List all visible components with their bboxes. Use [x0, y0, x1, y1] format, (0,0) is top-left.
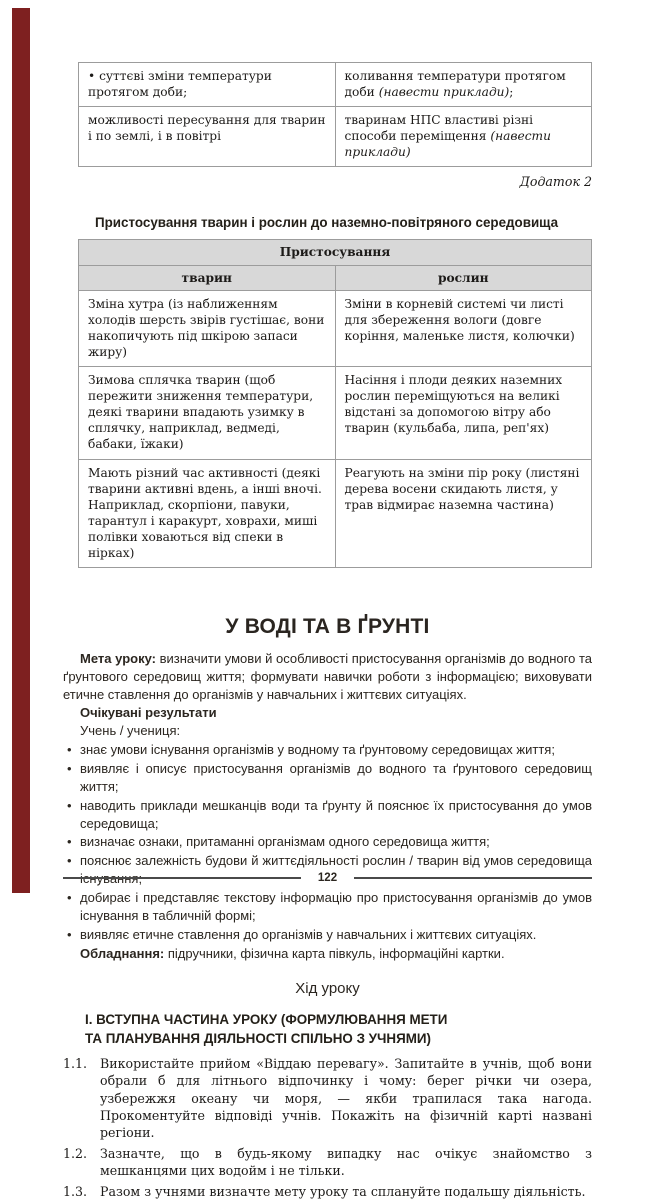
table-row: [79, 107, 592, 167]
bullet-icon: •: [67, 741, 72, 757]
column-header-animals: тварин: [79, 265, 336, 290]
list-item: [63, 741, 592, 759]
table-cell-right: [335, 63, 592, 107]
lesson-goal-paragraph: [63, 650, 592, 704]
table-cell-left: [79, 63, 336, 107]
cell-text: ;: [509, 85, 514, 100]
italic-note: (навести приклади): [344, 129, 551, 160]
cell-text: тваринам НПС властиві різні способи переміщення: [344, 113, 534, 144]
section-heading-line1: І. ВСТУПНА ЧАСТИНА УРОКУ (ФОРМУЛЮВАННЯ МЕТИ: [85, 1012, 448, 1027]
adaptations-table-body: [79, 240, 592, 568]
conditions-continuation-table: [78, 62, 592, 167]
numbered-item: [63, 1183, 592, 1200]
course-of-lesson-label: Хід уроку: [295, 980, 360, 997]
page-edge-tab-bar: [12, 8, 30, 893]
lesson-title: У ВОДІ ТА В ҐРУНТІ: [225, 615, 430, 639]
item-text: Використайте прийом «Віддаю перевагу». Запитайте в учнів, щоб вони обрали б для літнього відпочинку і чому: берег річки чи озера, узбережжя океану чи моря, — якби трапилася така нагода. Прокоментуйте відповіді учнів. Покажіть на фізичній карті названі регіони.: [100, 1055, 592, 1141]
expected-results-label: Очікувані результати: [80, 704, 217, 720]
item-text: Зазначте, що в будь-якому випадку нас очікує знайомство з мешканцями цих водойм і не тільки.: [100, 1145, 592, 1179]
bullet-text: наводить приклади мешканців води та ґрунту й пояснює їх пристосування до умов середовища;: [80, 797, 592, 831]
bullet-text: виявляє етичне ставлення до організмів у навчальних і життєвих ситуаціях.: [80, 927, 537, 943]
bullet-icon: •: [67, 927, 72, 943]
adaptations-table-title: Пристосування тварин і рослин до наземно-повітряного середовища: [95, 215, 559, 231]
goal-label: Мета уроку:: [80, 651, 156, 667]
table-cell: Зимова сплячка тварин (щоб пережити зниження температури, деякі тварини впадають узимку в сплячку, наприклад, ведмеді, бабаки, їжаки): [79, 367, 336, 459]
column-header-plants: рослин: [335, 265, 592, 290]
expected-results-list: [63, 741, 592, 944]
bullet-icon: •: [67, 890, 72, 906]
conditions-table-body: [79, 63, 592, 167]
item-number: 1.3.: [63, 1183, 88, 1199]
equipment-text: підручники, фізична карта півкуль, інформаційні картки.: [164, 946, 505, 962]
adaptations-header-cell: Пристосування: [79, 240, 592, 265]
list-item: [63, 833, 592, 851]
table-cell: Зміна хутра (із наближенням холодів шерсть звірів густішає, вони накопичують під шкірою запаси жиру): [79, 290, 336, 366]
table-row: [79, 63, 592, 107]
list-item: [63, 889, 592, 925]
bullet-text: визначає ознаки, притаманні організмам одного середовища життя;: [80, 834, 490, 850]
bullet-icon: •: [67, 834, 72, 850]
table-row: [79, 367, 592, 459]
bullet-icon: •: [67, 797, 72, 813]
table-cell: Реагують на зміни пір року (листяні дерева восени скидають листя, у трав відмирає наземна частина): [335, 459, 592, 568]
adaptations-header-row: [79, 240, 592, 265]
equipment-label: Обладнання:: [80, 946, 165, 962]
table-row: [79, 290, 592, 366]
page-number: 122: [317, 872, 338, 884]
adaptations-subheader-row: [79, 265, 592, 290]
numbered-item: [63, 1145, 592, 1180]
list-item: [63, 797, 592, 833]
adaptations-table: [78, 239, 592, 568]
bullet-icon: •: [67, 853, 72, 869]
table-row: [79, 459, 592, 568]
item-text: Разом з учнями визначте мету уроку та сплануйте подальшу діяльність.: [100, 1183, 586, 1199]
table-cell: Зміни в корневій системі чи листі для збереження вологи (довге коріння, маленьке листя, колючки): [335, 290, 592, 366]
table-cell: Мають різний час активності (деякі тварини активні вдень, а інші вночі. Наприклад, скорпіони, павуки, тарантул і каракурт, ховрахи, миші полівки ховаються від спеки в нірках): [79, 459, 336, 568]
bullet-icon: •: [67, 760, 72, 776]
cell-text: можливості пересування для тварин і по землі, і в повітрі: [88, 113, 326, 144]
item-number: 1.1.: [63, 1055, 88, 1071]
list-item: [63, 926, 592, 944]
equipment-line: [80, 945, 592, 963]
footer-rule-right: [354, 877, 592, 879]
bullet-text: виявляє і описує пристосування організмів до водного та ґрунтового середовищ життя;: [80, 760, 592, 794]
section-heading-line2: ТА ПЛАНУВАННЯ ДІЯЛЬНОСТІ СПІЛЬНО З УЧНЯМИ): [85, 1031, 431, 1047]
bullet-text: пояснює залежність будови й життєдіяльності рослин / тварин від умов середовища існування;: [80, 853, 592, 887]
table-cell-right: [335, 107, 592, 167]
page-footer: [63, 872, 592, 884]
pupil-line: Учень / учениця:: [80, 722, 181, 738]
numbered-items: [63, 1055, 592, 1200]
table-cell: Насіння і плоди деяких наземних рослин переміщуються на великі відстані за допомогою вітру або тварин (кульбаба, липа, реп'ях): [335, 367, 592, 459]
bullet-text: знає умови існування організмів у водному та ґрунтовому середовищах життя;: [80, 741, 555, 757]
goal-text: визначити умови й особливості пристосування організмів до водного та ґрунтового середовищ життя; формувати навички роботи з інформацією; виховувати етичне ставлення до організмів у навчальних і життєвих ситуаціях.: [63, 651, 592, 702]
cell-text: коливання температури протягом доби: [344, 69, 566, 100]
italic-note: (навести приклади): [378, 85, 510, 100]
item-number: 1.2.: [63, 1145, 88, 1161]
list-item: [63, 760, 592, 796]
section-heading: [85, 1010, 592, 1049]
appendix-label: Додаток 2: [519, 174, 592, 190]
bullet-text: добирає і представляє текстову інформацію про пристосування організмів до умов існування в табличній формі;: [80, 890, 592, 924]
numbered-item: [63, 1055, 592, 1142]
footer-rule-left: [63, 877, 301, 879]
table-cell-left: [79, 107, 336, 167]
cell-text: • суттєві зміни температури протягом доби;: [88, 69, 272, 100]
page-content: [63, 0, 592, 1200]
